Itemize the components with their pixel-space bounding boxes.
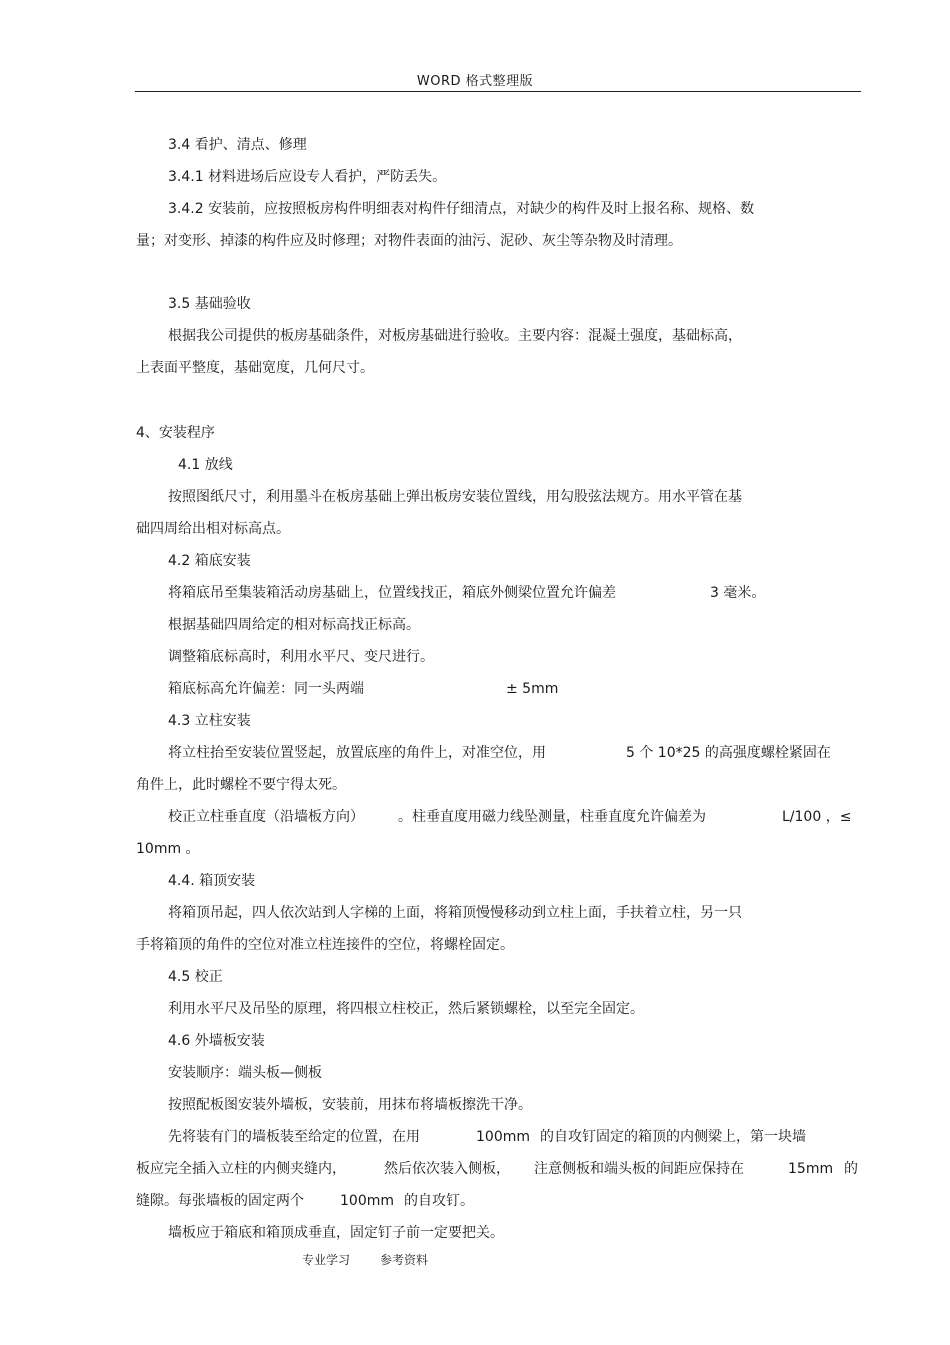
para-4-2-line3: 调整箱底标高时，利用水平尺、变尺进行。 bbox=[168, 649, 434, 665]
para-4-6-line5a: 缝隙。每张墙板的固定两个 bbox=[136, 1193, 304, 1209]
heading-4-3: 4.3 立柱安装 bbox=[168, 713, 251, 729]
para-4-4-line2: 手将箱顶的角件的空位对准立柱连接件的空位，将螺栓固定。 bbox=[136, 937, 514, 953]
header-divider bbox=[135, 91, 861, 92]
para-4-1-line2: 础四周给出相对标高点。 bbox=[136, 521, 290, 537]
para-4-2-line2: 根据基础四周给定的相对标高找正标高。 bbox=[168, 617, 420, 633]
heading-4-5: 4.5 校正 bbox=[168, 969, 223, 985]
para-4-4-line1: 将箱顶吊起，四人依次站到人字梯的上面，将箱顶慢慢移动到立柱上面，手扶着立柱，另一只 bbox=[168, 905, 742, 921]
para-4-1-line1: 按照图纸尺寸，利用墨斗在板房基础上弹出板房安装位置线，用勾股弦法规方。用水平管在基 bbox=[168, 489, 742, 505]
para-4-6-line3c: 的自攻钉固定的箱顶的内侧梁上，第一块墙 bbox=[540, 1129, 806, 1145]
para-4-6-line5c: 的自攻钉。 bbox=[404, 1193, 474, 1209]
para-4-6-line4e: 的 bbox=[844, 1161, 858, 1177]
heading-4-2: 4.2 箱底安装 bbox=[168, 553, 251, 569]
heading-3-5: 3.5 基础验收 bbox=[168, 296, 251, 312]
para-3-4-1: 3.4.1 材料进场后应设专人看护，严防丢失。 bbox=[168, 169, 447, 185]
para-4-3-line1b: 5 个 10*25 的高强度螺栓紧固在 bbox=[626, 745, 831, 761]
para-3-5-line1: 根据我公司提供的板房基础条件，对板房基础进行验收。主要内容：混凝土强度，基础标高， bbox=[168, 328, 742, 344]
para-4-6-line4d: 15mm bbox=[788, 1161, 834, 1177]
para-4-6-line3b: 100mm bbox=[476, 1129, 530, 1145]
para-4-3-line3c: L/100 ，≤ bbox=[782, 809, 852, 825]
para-4-6-line3a: 先将装有门的墙板装至给定的位置，在用 bbox=[168, 1129, 420, 1145]
para-4-6-line4a: 板应完全插入立柱的内侧夹缝内， bbox=[136, 1161, 346, 1177]
para-4-2-line4a: 箱底标高允许偏差：同一头两端 bbox=[168, 681, 364, 697]
para-3-5-line2: 上表面平整度，基础宽度，几何尺寸。 bbox=[136, 360, 374, 376]
heading-4: 4、安装程序 bbox=[136, 425, 215, 441]
para-4-3-line4: 10mm 。 bbox=[136, 841, 200, 857]
heading-3-4: 3.4 看护、清点、修理 bbox=[168, 137, 307, 153]
para-4-6-line1: 安装顺序：端头板—侧板 bbox=[168, 1065, 322, 1081]
para-4-5-line1: 利用水平尺及吊坠的原理，将四根立柱校正，然后紧锁螺栓，以至完全固定。 bbox=[168, 1001, 644, 1017]
para-4-3-line3a: 校正立柱垂直度（沿墙板方向） bbox=[168, 809, 364, 825]
page-header-title: WORD 格式整理版 bbox=[416, 74, 534, 89]
heading-4-4: 4.4. 箱顶安装 bbox=[168, 873, 256, 889]
para-4-6-line5b: 100mm bbox=[340, 1193, 394, 1209]
para-4-6-line4b: 然后依次装入侧板， bbox=[384, 1161, 510, 1177]
para-3-4-2-line2: 量；对变形、掉漆的构件应及时修理；对物件表面的油污、泥砂、灰尘等杂物及时清理。 bbox=[136, 233, 682, 249]
para-4-2-line4b: ± 5mm bbox=[506, 681, 559, 697]
footer-left: 专业学习 bbox=[302, 1253, 351, 1267]
para-3-4-2-line1: 3.4.2 安装前，应按照板房构件明细表对构件仔细清点，对缺少的构件及时上报名称、规格、数 bbox=[168, 201, 755, 217]
para-4-2-line1b: 3 毫米。 bbox=[710, 585, 766, 601]
para-4-6-line6: 墙板应于箱底和箱顶成垂直，固定钉子前一定要把关。 bbox=[168, 1225, 504, 1241]
para-4-2-line1a: 将箱底吊至集装箱活动房基础上，位置线找正，箱底外侧梁位置允许偏差 bbox=[168, 585, 616, 601]
footer-right: 参考资料 bbox=[380, 1253, 429, 1267]
para-4-6-line4c: 注意侧板和端头板的间距应保持在 bbox=[534, 1161, 744, 1177]
para-4-3-line3b: 。柱垂直度用磁力线坠测量，柱垂直度允许偏差为 bbox=[398, 809, 706, 825]
para-4-3-line1a: 将立柱抬至安装位置竖起，放置底座的角件上，对准空位，用 bbox=[168, 745, 546, 761]
para-4-3-line2: 角件上，此时螺栓不要宁得太死。 bbox=[136, 777, 346, 793]
heading-4-6: 4.6 外墙板安装 bbox=[168, 1033, 265, 1049]
para-4-6-line2: 按照配板图安装外墙板，安装前，用抹布将墙板擦洗干净。 bbox=[168, 1097, 532, 1113]
heading-4-1: 4.1 放线 bbox=[178, 457, 233, 473]
